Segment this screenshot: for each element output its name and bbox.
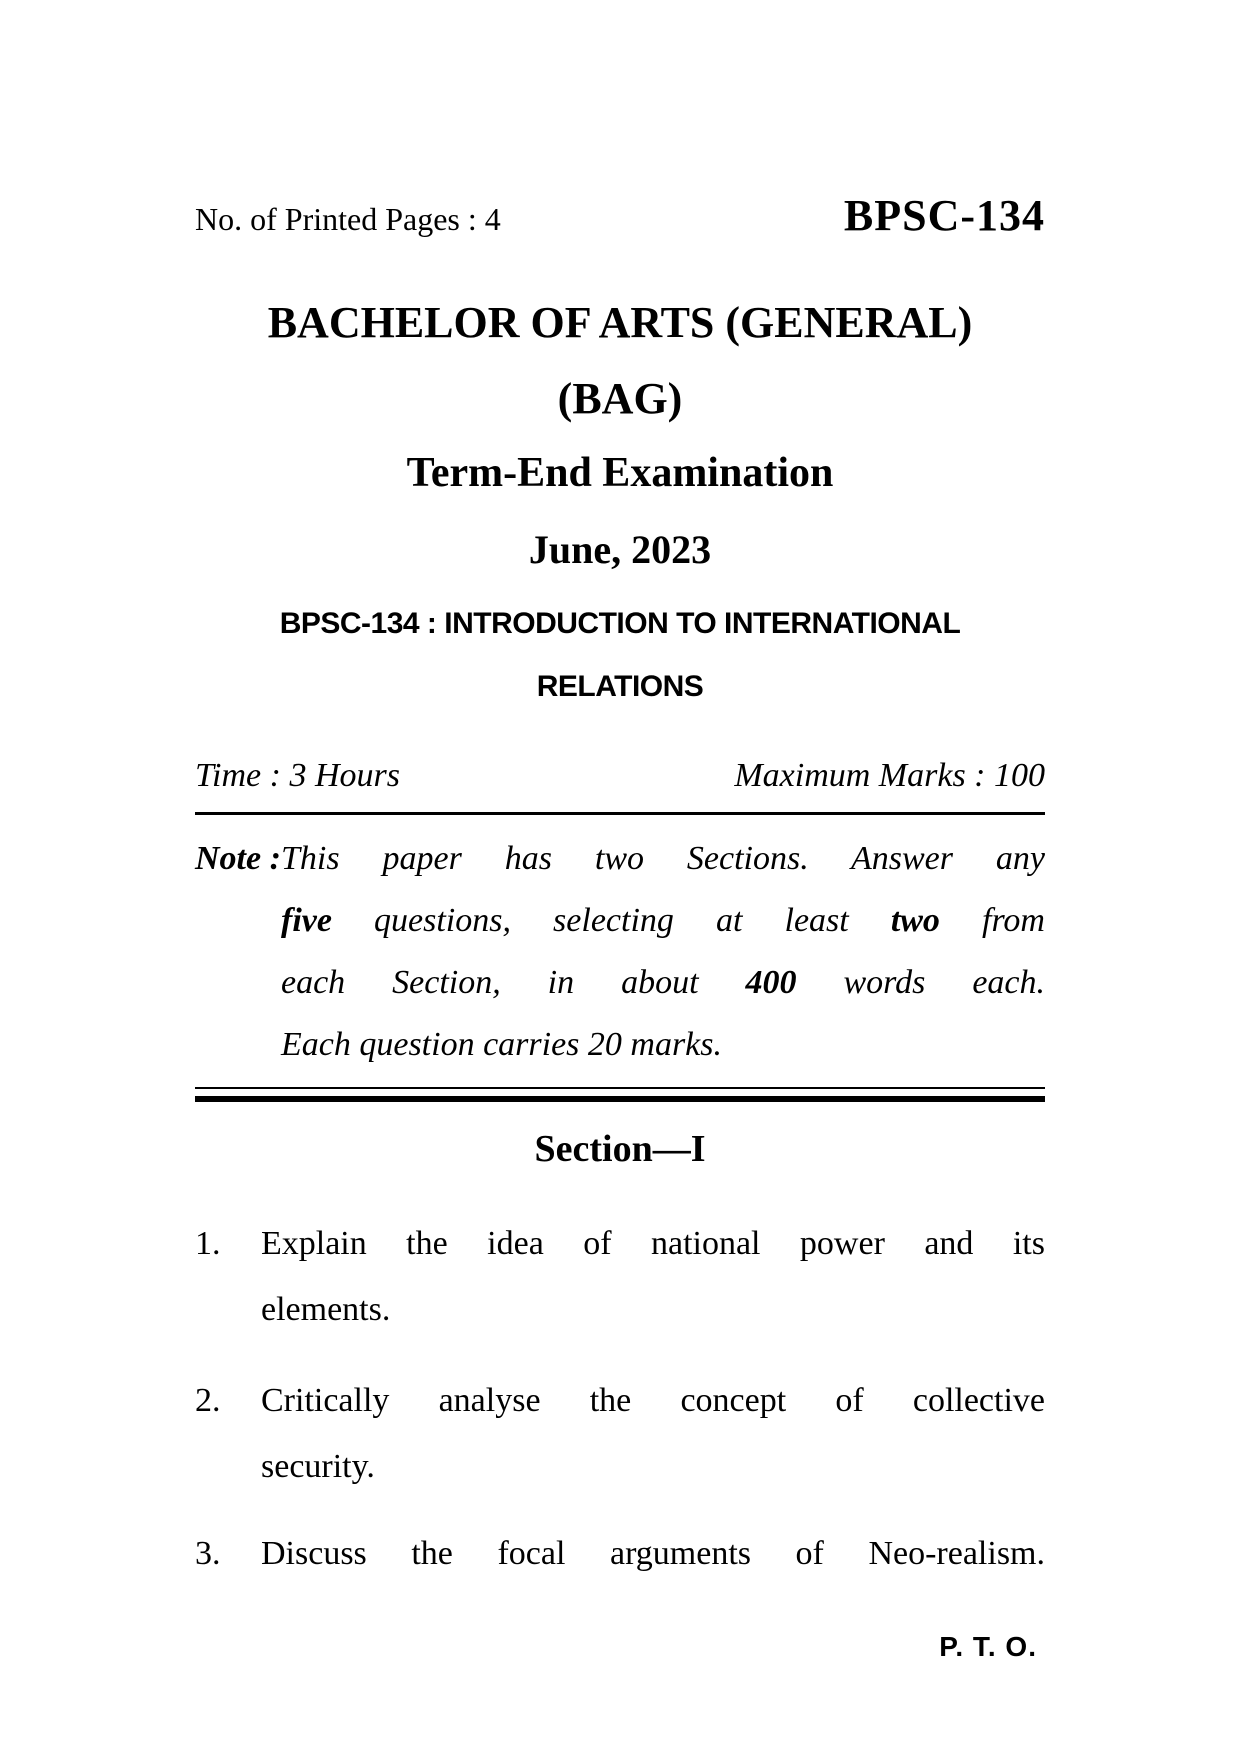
- note-text: from: [939, 902, 1045, 939]
- page-header: [195, 190, 1045, 241]
- note-text: each Section, in about: [281, 964, 746, 1001]
- question-3: [195, 1521, 1045, 1587]
- question-number: 1.: [195, 1225, 221, 1262]
- question-text-line: elements.: [261, 1291, 391, 1328]
- note-text-bold: two: [890, 902, 940, 939]
- question-number: 3.: [195, 1535, 221, 1572]
- degree-title: BACHELOR OF ARTS (GENERAL): [267, 298, 973, 347]
- section-heading: Section—I: [534, 1128, 706, 1170]
- exam-session: June, 2023: [528, 527, 712, 572]
- exam-title: Term-End Examination: [406, 450, 834, 496]
- note-line: [281, 952, 1045, 1014]
- page-turn-indicator: P. T. O.: [939, 1631, 1037, 1662]
- question-text-line: Explain the idea of national power and its: [261, 1225, 1045, 1262]
- question-text-line: Discuss the focal arguments of Neo-realism.: [261, 1535, 1045, 1572]
- double-rule: [195, 1087, 1045, 1102]
- note-text: questions, selecting at least: [331, 902, 891, 939]
- horizontal-rule: [195, 812, 1045, 815]
- note-label: Note :: [195, 840, 281, 877]
- course-title-line1: BPSC-134 : INTRODUCTION TO INTERNATIONAL: [279, 607, 961, 640]
- degree-abbr: (BAG): [557, 374, 683, 423]
- paper-code: BPSC-134: [843, 191, 1045, 240]
- exam-meta-row: [195, 757, 1045, 795]
- printed-pages-label: No. of Printed Pages : 4: [195, 201, 501, 237]
- time-allowed: Time : 3 Hours: [195, 757, 400, 794]
- note-block: [195, 828, 1045, 1076]
- note-text: words each.: [796, 964, 1046, 1001]
- note-line: [281, 1014, 1045, 1076]
- question-text-line: security.: [261, 1448, 375, 1485]
- question-2: [195, 1368, 1045, 1500]
- note-line: [281, 828, 1045, 890]
- question-number: 2.: [195, 1382, 221, 1419]
- question-text-line: Critically analyse the concept of collective: [261, 1382, 1045, 1419]
- note-text-bold: five: [281, 902, 332, 939]
- question-1: [195, 1211, 1045, 1343]
- course-title-line2: RELATIONS: [536, 670, 704, 703]
- maximum-marks: Maximum Marks : 100: [734, 757, 1045, 794]
- note-text-bold: 400: [745, 964, 797, 1001]
- note-line: [281, 890, 1045, 952]
- note-text: Each question carries 20 marks.: [281, 1026, 723, 1063]
- note-text: This paper has two Sections. Answer any: [281, 840, 1045, 877]
- page-content: [195, 0, 1045, 1754]
